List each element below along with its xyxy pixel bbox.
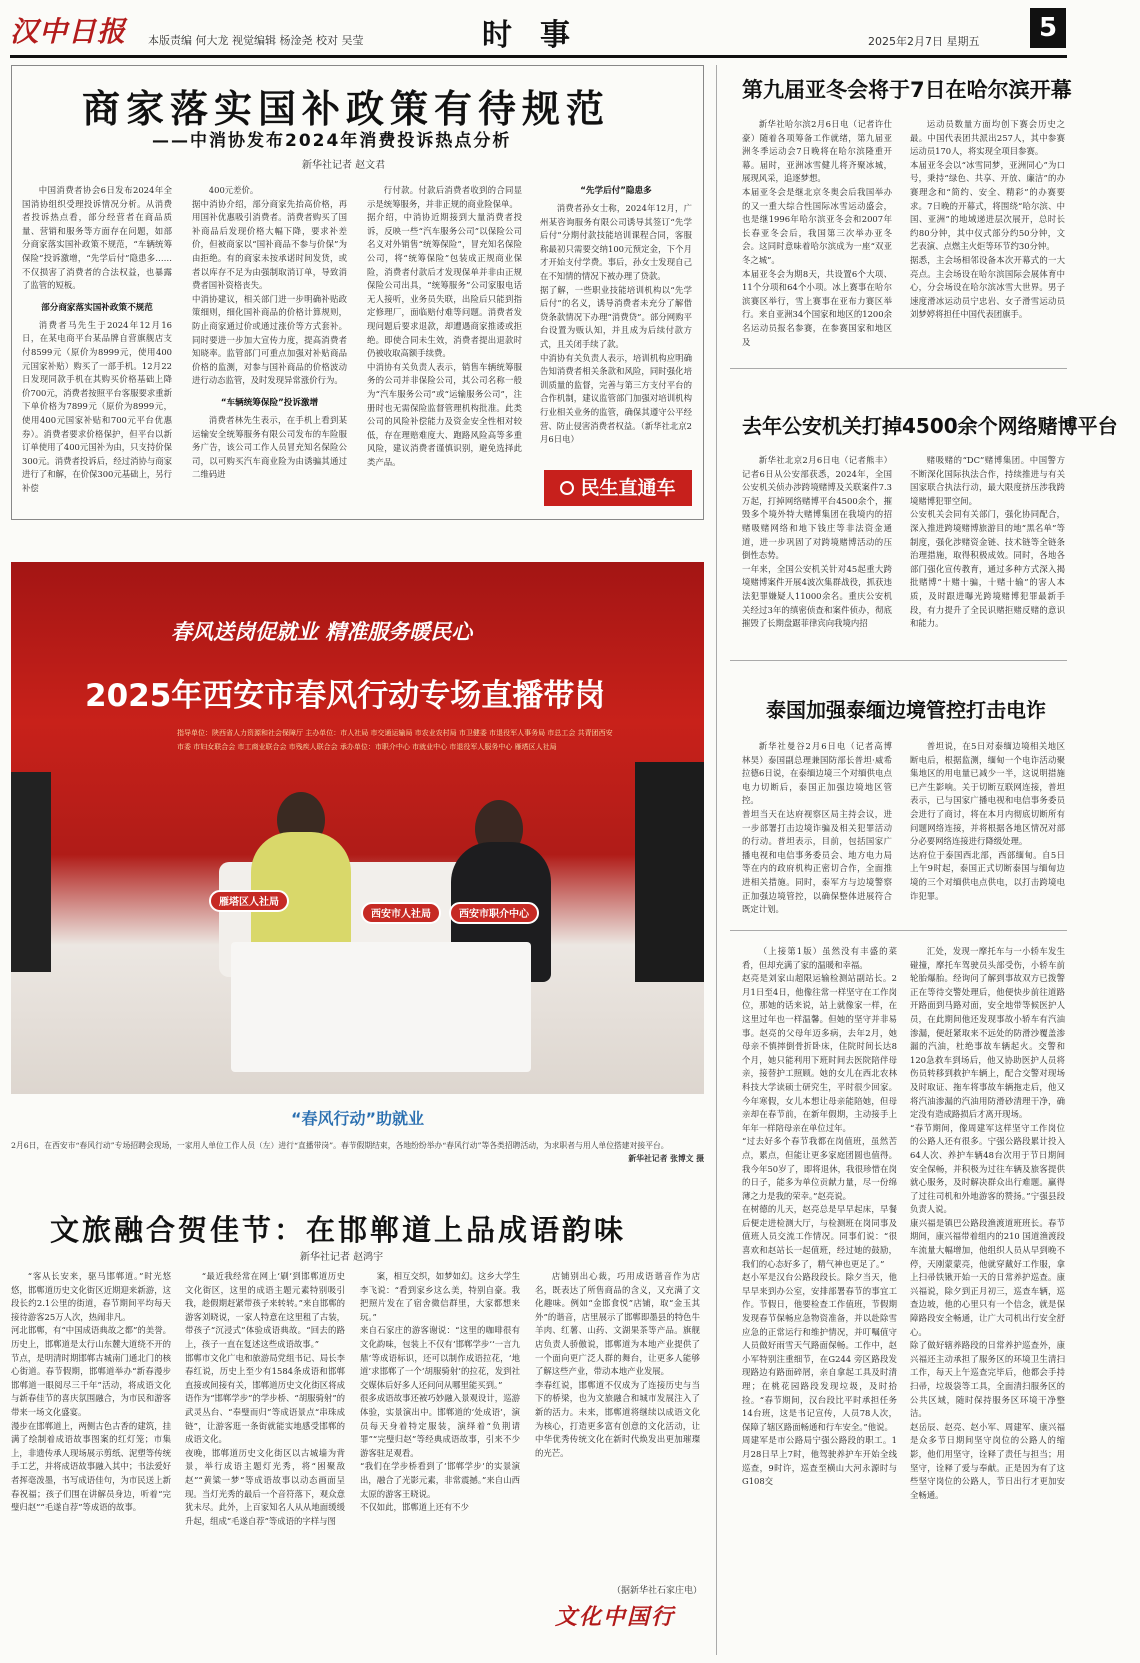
lead-paragraph: 400元差价。 据中消协介绍，部分商家先抬高价格，再用国补优惠吸引消费者。消费者购买了国补商品后发现价格大幅下降，要求补差价，但被商家以“国补商品不参与价保”为由拒绝。有的商家未按承诺时间发货，或者以库存不足为由强制取消订单，导致消费者国补资格丧失。 中消协建议，相关部门进一步明确补贴政策细则，细化国补商品的价格计算规则，防止商家通过价或通过涨价等方式套补。同时要进一步加大宣传力度，提高消费者知晓率。监管部门可重点加强对补贴商品价格的监测，对参与国补商品的价格波动进行动态监管，及时发现异常涨价行为。 — [192, 185, 347, 386]
culture-column-2 — [185, 1270, 345, 1658]
story-divider — [730, 368, 1067, 369]
asian-games-paragraph: 新华社哈尔滨2月6日电（记者许仕豪）随着各项筹备工作就绪，第九届亚洲冬季运动会7日晚将在哈尔滨隆重开幕。届时，亚洲冰雪健儿将齐聚冰城，展现风采，追逐梦想。 本届亚冬会是继北京冬奥会后我国举办的又一重大综合性国际冰雪运动盛会，也是继1996年哈尔滨亚冬会和2007年长春亚冬会后，我国第三次举办亚冬会。这同时意味着哈尔滨成为一座“双亚冬之城”。 本届亚冬会为期8天，共设置6个大项、11个分项和64个小项。冰上赛事在哈尔滨赛区举行，雪上赛事在亚布力赛区举行。来自亚洲34个国家和地区的1200余名运动员报名参赛，在参赛国家和地区及 — [742, 119, 892, 347]
circle-icon — [560, 481, 574, 495]
border-paragraph: 新华社曼谷2月6日电（记者高博 林昊）泰国副总理兼国防部长普坦·威希拉德6日说，在泰缅边境三个对缅供电点电力切断后，泰国正加强边境地区管控。 普坦当天在达府视察区局主持会议，进一步部署打击边境诈骗及相关犯罪活动的行动。普坦表示，目前，包括国家广播电视和电信事务委员会、地方电力局等在内的政府机构正密切合作，全面推进相关措施。同时，泰军方与边境警察正加强边境管控，以确保整体进展符合既定计划。 — [742, 741, 892, 915]
issue-date: 2025年2月7日 星期五 — [868, 35, 980, 48]
lead-paragraph: 中国消费者协会6日发布2024年全国消协组织受理投诉情况分析。从消费者投诉热点看，部分经营者在商品质量、营销和服务等方面存在问题，如部分商家落实国补政策不规范，“车辆统筹保险”投诉激增，“先学后付”隐患多……不仅损害了消费者的合法权益，也暴露了监管的短板。 — [22, 185, 172, 291]
lead-column-1 — [22, 184, 172, 514]
backdrop-slogan: 春风送岗促就业 精准服务暖民心 — [171, 620, 473, 644]
stage-light — [11, 772, 51, 972]
page-number: 5 — [1030, 8, 1066, 48]
lead-subheadline: ——中消协发布2024年消费投诉热点分析 — [152, 131, 512, 151]
asian-games-column-2 — [910, 118, 1065, 356]
lead-paragraph: 消费者林先生表示，在手机上看到某运输安全统筹服务有限公司发布的车险服务广告，该公司工作人员冒充知名保险公司，以可购买汽车商业险为由诱骗其通过二维码进 — [192, 414, 347, 480]
culture-headline: 文旅融合贺佳节：在邯郸道上品成语韵味 — [50, 1213, 627, 1247]
asian-games-column-1 — [742, 118, 892, 356]
lead-paragraph: 行付款。付款后消费者收到的合同显示是统筹服务，并非正规的商业险保单。 据介绍，中消协近期接到大量消费者投诉，反映一些“汽车服务公司”以保险公司名义对外销售“统筹保险”，冒充知名保险公司，将“统筹保险”包装成正规商业保险，消费者付款后才发现保单并非由正规保险公司出具，“统筹服务”公司家服电话无人接听，业务员失联，出险后只能到指定修理厂，面临赔付难等问题。消费者发现问题后要求退款，却遭遇商家推诿或拒绝。即使合同未生效，消费者提出退款时仍被收取高额手续费。 中消协有关负责人表示，销售车辆统筹服务的公司并非保险公司，其公司名称一般为“汽车服务公司”或“运输服务公司”，注册时也无需保险监督管理机构批准。此类公司的风险补偿能力及资金安全性相对较低，存在理赔难度大、跑路风险高等多重风险，建议消费者谨慎识别，避免选择此类产品。 — [367, 185, 522, 467]
continued-paragraph: 汇处，发现一摩托车与一小轿车发生碰撞，摩托车驾驶员头部受伤，小轿车前轮胎爆胎。经询问了解到事故双方已拨警正在等待交警处理后，他便快步前往道路开路面到马路对面，安全地带等候医护人员，在此期间他还发现事故小轿车有汽油渗漏，便赶紧取来不远处的防滑沙覆盖渗漏的汽油，杜绝事故车辆起火。交警和120急救车到场后，他又协助医护人员将伤员转移到救护车辆上，配合交警对现场及时取证、拖车将事故车辆拖走后，他又将汽油渗漏的汽油用防滑砂清理干净，确定没有造成路损后才离开现场。 “春节期间，像周建军这样坚守工作岗位的公路人还有很多。宁强公路段累计投入64人次、养护车辆48台次用于节日期间安全保畅，并积极为过往车辆及旅客提供就心服务，及时解决群众出行难题。赢得了过往司机和外地游客的赞扬。”宁强县段负责人说。 康兴福是镇巴公路段渔渡道班班长。春节期间，康兴福带着组内的210 国道渔渡段车流量大幅增加，他组织人员从早到晚不停，天刚蒙蒙亮，他就穿戴好工作服，拿上扫帚铁锹开始一天的日常养护巡查。康兴福说，除夕到正月初三，巡查车辆，巡查边坡，他的心里只有一个信念，就是保障路段安全畅通，让广大司机出行安全舒心。 除了做好辖养路段的日常养护巡查外，康兴福还主动承担了服务区的环境卫生清扫工作，每天上午巡查完毕后，他都会手持扫帚，垃圾袋等工具，全面清扫服务区的公共区域，随时保持服务区环境干净整洁。 赵岳辰、赵亮、赵小军、周建军、康兴福是众多节日期间坚守岗位的公路人的缩影，他们用坚守，诠释了责任与担当；用坚守，诠释了爱与奉献。正是因为有了这些坚守岗位的公路人，节日出行才更加安全畅通。 — [910, 946, 1065, 1500]
gambling-paragraph: 赌吸赌的“DC”赌博集团。中国警方不断深化国际执法合作，持续推进与有关国家联合执法行动，最大限度挤压涉我跨境赌博犯罪空间。 公安机关会同有关部门，强化协同配合，深入推进跨境赌博旅游目的地“黑名单”等制度，强化涉赌资金链、技术链等全链条治理措施，取得积极成效。同时，各地各部门强化宣传教育，通过多种方式深入揭批赌博“十赌十骗，十赌十输”的害人本质，及时跟进曝光跨境赌博犯罪最新手段，有力提升了全民识赌拒赌反赌的意识和能力。 — [910, 455, 1065, 629]
news-photo — [11, 562, 704, 1094]
lead-column-4 — [540, 184, 692, 462]
caption-text: 2月6日，在西安市“春风行动”专场招聘会现场，一家用人单位工作人员（左）进行“直播带岗”。春节假期结束，各地纷纷举办“春风行动”等各类招聘活动，为求职者与用人单位搭建对接平台。 — [11, 1141, 669, 1150]
asian-games-paragraph: 运动员数量方面均创下赛会历史之最。中国代表团共派出257人，其中参赛运动员170人，将实现全项目参赛。 本届亚冬会以“冰雪同梦，亚洲同心”为口号，秉持“绿色、共享、开放、廉洁”的办赛理念和“简约、安全、精彩”的办赛要求。7日晚的开幕式，将围绕“哈尔滨、中国、亚洲”的地域递进层次展开，总时长约80分钟，其中仪式部分约50分钟，文艺表演、点燃主火炬等环节约30分钟。 据悉，主会场相邻设备本次开幕式的一大亮点。主会场设在哈尔滨国际会展体育中心，分会场设在哈尔滨冰雪大世界。男子速度滑冰运动员宁忠岩、女子滑雪运动员刘梦婷将担任中国代表团旗手。 — [910, 119, 1065, 320]
editor-credits: 本版责编 何大龙 视觉编辑 杨淦尧 校对 吴莹 — [148, 34, 364, 47]
stage-light — [635, 762, 704, 982]
culture-byline: 新华社记者 赵鸿宇 — [300, 1252, 384, 1263]
lead-paragraph: 消费者孙女士称，2024年12月，广州某咨询服务有限公司诱导其签订“先学后付”分期付款技能培训课程合同，客服称最初只需要交纳100元预定金，下个月才开始支付学费。事后，孙女士发现自己在不知情的情况下被办理了贷款。 据了解，一些职业技能培训机构以“先学后付”的名义，诱导消费者未充分了解借贷条款情况下办理“消费贷”。部分网购平台设置为贩认知，并且成为后续付款方式，且关闭手续了款。 中消协有关负责人表示，培训机构应明确告知消费者相关条款和风险，同时强化培训质量的监督，完善与第三方支付平台的合作机制，建议监管部门加强对培训机构行业相关业务的监管，确保其遵守公平经营、防止侵害消费者权益。（新华社北京2月6日电） — [540, 203, 692, 445]
masthead — [0, 0, 1140, 56]
border-column-1 — [742, 740, 892, 915]
lead-subhead: 部分商家落实国补政策不规范 — [41, 302, 153, 313]
culture-china-seal: 文化中国行 — [555, 1604, 676, 1630]
continued-paragraph: （上接第1版）虽然没有丰盛的菜肴，但却充满了家的温暖和幸福。 赵亮是刘家山超限运输检测站副站长。2月1日至4日，他像往常一样坚守在工作岗位，那她的话来说，站上就像家一样，在这里过年也一样温馨。但她的坚守并非易事。赵亮的父母年迈多病，去年2月，她母亲不慎摔倒骨折卧床，住院时间长达8个月，她只能利用下班时间去医院陪伴母亲，接替护工照顾。她的女儿在西北农林科技大学读硕士研究生，平时很少回家。今年寒假，女儿本想让母亲能陪她，但母亲却在春节前，在新年假期，主动接手上年年一样陪母亲在单位过年。 “过去好多个春节我都在岗值班，虽然苦点，累点，但能让更多家庭团圆也值得。我今年50岁了，即将退休，我很珍惜在岗的日子，能多为单位贡献力量，尽一份绵薄之力是我的荣幸。”赵亮说。 在树德的儿天，赵亮总是早早起床，早餐后便走进检测大厅，与检测班在岗同事及值班人员交流工作情况。同事们说：“很喜欢和赵站长一起值班，经过她的鼓励，我们的心态好多了，精气神也更足了。” 赵小军是汉台公路段段长。除夕当天，他早早来到办公室，安排部署春节的事宜工作。节假日，他要检查工作值班，节假期发现春节保畅应急物资准备，并以赴除雪应急的正常运行和维护情况，并叮嘱值守人员做好雨雪天气路面保畅。工作中，赵小军特别注重细节，在G244 旁区路段发现路边有路面碎屑，亲自拿起工具及时清理；在桃花园路段发现垃圾，及时拾捡。“春节期间，汉台段比平时承担任务14台班，这是书记宣传，人员78人次，保障了辖区路面畅通和行车安全。”他说。 周建军是市公路局宁强公路段的职工。1月28日早上7时，他驾驶养护车开始全线巡查，9时许，巡查至横山大河永源时与 G108交 — [742, 946, 897, 1487]
asian-games-headline: 第九届亚冬会将于7日在哈尔滨开幕 — [742, 78, 1072, 102]
border-headline: 泰国加强泰缅边境管控打击电诈 — [766, 698, 1046, 722]
culture-paragraph: “客从长安来，驱马邯郸道。”时光悠悠，邯郸道历史文化街区近期迎来新游，这段长约2.1公里的街道，春节期间平均每天接待游客25万人次，热闹非凡。 河北邯郸，有“中国成语典故之都”的美誉。历史上，邯郸道是太行山东麓大道绕不开的节点，是明清时期邯郸古城南门通北门的核心街道。春节假期，邯郸道举办“新春漫步邯郸道一眼阅尽三千年”活动，将成语文化与新春佳节的喜庆氛围融合，为市民和游客带来一场文化盛宴。 漫步在邯郸道上，两侧古色古香的建筑，挂满了绘制着成语故事图案的红灯笼；市集上，非遗传承人现场展示剪纸、泥塑等传统手工艺，并将成语故事融入其中；书法爱好者挥毫泼墨，书写成语佳句，为市民送上新春祝福；孩子们围在讲解员身边，听着“完璧归赵”“毛遂自荐”等成语的故事。 — [11, 1271, 171, 1513]
culture-paragraph: 店铺别出心裁，巧用成语谐音作为店名，既表达了所售商品的含义，又充满了文化趣味。例如“金邯食悦”店铺，取“金玉其外”的谐音，店里展示了邯郸即墨县的特色牛羊肉、红薯、山药、文湖果茶等产品。旗舰店负责人骄傲说，邯郸道为本地产业提供了一个面向更广泛人群的舞台，让更多人能够了解这些产业，带动本地产业发展。 李春红说，邯郸道不仅成为了连接历史与当下的桥梁，也为文旅融合和城市发展注入了新的活力。未来，邯郸道将继续以成语文化为核心，打造更多富有创意的文化活动，让中华优秀传统文化在新时代焕发出更加璀璨的光芒。 — [535, 1271, 700, 1458]
culture-source: （据新华社石家庄电） — [612, 1586, 703, 1596]
masthead-rule — [10, 55, 1067, 58]
lead-subhead: “车辆统筹保险”投诉激增 — [220, 397, 319, 408]
lead-paragraph: 消费者马先生于2024年12月16日，在某电商平台某品牌自营旗舰店支付8599元（原价为8999元，使用400元国家补贴）购买了一部手机。12月22日发现同款手机在其购买价格基础上降价700元，消费者按照平台客服要求重新下单价格为7899元（原价为8999元，使用400元国家补贴和700元平台优惠券）。消费者要求价格保护，但平台以新订单使用了400元国补为由，只支持价保300元。消费者投诉后，经过消协与商家进行了和解，在价保300元基础上，另行补偿 — [22, 319, 172, 493]
column-divider — [716, 65, 717, 1655]
photo-caption — [11, 1139, 704, 1165]
table-sign: 西安市人社局 — [361, 902, 441, 924]
continued-column-2 — [910, 945, 1065, 1655]
table — [231, 942, 531, 1072]
story-divider — [730, 930, 1067, 931]
lead-column-3 — [367, 184, 522, 514]
lead-column-2 — [192, 184, 347, 514]
newspaper-logo: 汉中日报 — [10, 15, 127, 48]
continued-column-1 — [742, 945, 897, 1655]
lead-subhead: “先学后付”隐患多 — [580, 186, 652, 196]
photo-title: “春风行动”助就业 — [290, 1109, 425, 1128]
backdrop-title: 2025年西安市春风行动专场直播带岗 — [85, 678, 606, 714]
story-divider — [730, 660, 1067, 661]
culture-paragraph: “最近我经常在网上‘刷’到邯郸道历史文化街区，这里的成语主题元素特别吸引我，趁假期赶紧带孩子来转转。”来自邯郸的游客刘晓说，一家人特意在这里租了古装，带孩子“沉浸式”体验成语典故。“回去的路上，孩子一直在复述这些成语故事。” 邯郸市文化广电和旅游局党组书记、局长李春红说，历史上至少有1584条成语和邯郸直接或间接有关，邯郸道历史文化街区将成语作为“邯郸学步”的学步桥、“胡服骑射”的武灵丛台、“奉璧而归”等成语景点“串珠成链”，让游客逛一条街就能实地感受邯郸的成语文化。 夜晚，邯郸道历史文化街区以古城墙为背景，举行成语主题灯光秀，将“困聚敌赵”“黄粱一梦”等成语故事以动态画面呈现。当灯光秀的最后一个音符落下，观众意犹未尽。此外，上百家知名人从从地面缓缓升起，组成“毛遂自荐”等成语的字样与图 — [185, 1271, 345, 1526]
livelihood-express-badge — [544, 470, 692, 506]
backdrop-organizers: 指导单位：陕西省人力资源和社会保障厅 主办单位：市人社局 市交通运输局 市农业农村局 市卫健委 市退役军人事务局 市总工会 共青团西安市委 市妇女联合会 市工商业联合会 市残疾人联合会 承办单位：市职介中心 市就业中心 市退役军人服务中心 雁塔区人社局 — [177, 729, 613, 751]
culture-column-1 — [11, 1270, 171, 1658]
culture-column-3 — [360, 1270, 520, 1658]
gambling-paragraph: 新华社北京2月6日电（记者熊丰）记者6日从公安部获悉，2024年，全国公安机关侦办涉跨境赌博及关联案件7.3万起，打掉网络赌博平台4500余个，摧毁多个境外特大赌博集团在我境内的招赌吸赌网络和地下钱庄等非法资金通道，进一步巩固了对跨境赌博活动的压倒性态势。 一年来，全国公安机关针对45起重大跨境赌博案件开展4波次集群战役，抓获违法犯罪嫌疑人11000余名。重庆公安机关经过3年的缜密侦查和案件侦办，彻底摧毁了长期盘踞菲律宾向我境内招 — [742, 455, 892, 629]
badge-label: 民生直通车 — [580, 477, 676, 499]
section-title: 时事 — [482, 18, 598, 53]
lead-headline: 商家落实国补政策有待规范 — [82, 87, 611, 131]
table-sign: 西安市职介中心 — [449, 902, 539, 924]
gambling-column-2 — [910, 454, 1065, 644]
culture-column-4 — [535, 1270, 700, 1580]
gambling-headline: 去年公安机关打掉4500余个网络赌博平台 — [742, 414, 1118, 438]
culture-paragraph: 案，相互交织，如梦如幻。这乡大学生李飞说：“看到家乡这么美，特别自豪。我把照片发在了宿舍微信群里，大家都想来玩。” 来自石家庄的游客谢说：“这里的咖啡很有文化韵味，包装上不仅有‘邯郸学步’‘一言九鼎’等成语标识，还可以制作成语拉花，‘地道’求邯郸了一个‘胡服骑射’的拉花，发到社交媒体后好多人还问问从哪里能买到。” 很多成语故事还被巧妙融入景观设计，巡游体验，实景演出中。邯郸道的‘处成语’，演员每天身着特定服装，演绎着“负荆请罪”“完璧归赵”等经典成语故事，引来不少游客驻足观看。 “我们在学步桥看到了‘邯郸学步’的实景演出，融合了光影元素，非常震撼。”来自山西太原的游客王晓说。 不仅如此，邯郸道上还有不少 — [360, 1271, 520, 1513]
border-paragraph: 普坦说，在5日对泰缅边境相关地区断电后，根据监测，缅甸一个电诈活动聚集地区的用电量已减少一半，这说明措施已产生影响。关于切断互联网连接，普坦表示，已与国家广播电视和电信事务委员会进行了商讨，将在本月内彻底切断所有问题网络连接，并将根据各地区情况对部分必要网络连接进行降级处理。 达府位于泰国西北部，西部缅甸。自5日上午9时起，泰国正式切断泰国与缅甸边境的三个对缅供电点供电，以打击跨境电诈犯罪。 — [910, 741, 1065, 901]
gambling-column-1 — [742, 454, 892, 644]
table-sign: 雁塔区人社局 — [209, 890, 289, 912]
border-column-2 — [910, 740, 1065, 910]
lead-byline: 新华社记者 赵文君 — [302, 160, 386, 171]
photo-credit: 新华社记者 张博文 摄 — [628, 1154, 704, 1163]
lead-article — [11, 65, 704, 520]
